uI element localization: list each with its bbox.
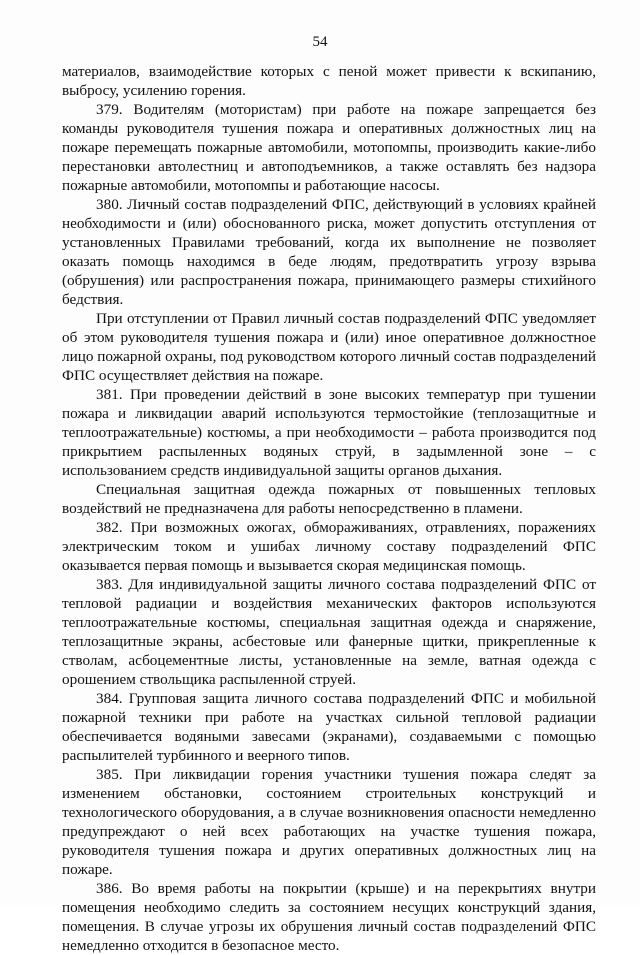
paragraph-381: 381. При проведении действий в зоне высоких температур при тушении пожара и ликвидации аварий используются термостойкие (теплозащитные и теплоотражательные) костюмы, а при необходимости – работа производится под прикрытием распыленных водяных струй, в задымленной зоне – с использованием средств индивидуальной защиты органов дыхания. <box>62 386 596 479</box>
paragraph-continuation: материалов, взаимодействие которых с пеной может привести к вскипанию, выбросу, усилению горения. <box>62 63 596 99</box>
paragraph-380: 380. Личный состав подразделений ФПС, действующий в условиях крайней необходимости и (или) обоснованного риска, может допустить отступления от установленных Правилами требований, когда их выполнение не позволяет оказать помощь находимся в беде людям, предотвратить угрозу взрыва (обрушения) или распространения пожара, принимающего размеры стихийного бедствия. <box>62 196 596 308</box>
paragraph-385: 385. При ликвидации горения участники тушения пожара следят за изменением обстановки, состоянием строительных конструкций и технологического оборудования, а в случае возникновения опасности немедленно предупреждают о ней всех работающих на участке тушения пожара, руководителя тушения пожара и других оперативных должностных лиц на пожаре. <box>62 766 596 878</box>
paragraph-379: 379. Водителям (мотористам) при работе на пожаре запрещается без команды руководителя тушения пожара и оперативных должностных лиц на пожаре перемещать пожарные автомобили, мотопомпы, производить какие-либо перестановки автолестниц и автоподъемников, а также оставлять без надзора пожарные автомобили, мотопомпы и работающие насосы. <box>62 101 596 194</box>
page-number: 54 <box>312 34 328 50</box>
paragraph-386: 386. Во время работы на покрытии (крыше) и на перекрытиях внутри помещения необходимо следить за состоянием несущих конструкций здания, помещения. В случае угрозы их обрушения личный состав подразделений ФПС немедленно отходится в безопасное место. <box>62 880 596 954</box>
paragraph-382: 382. При возможных ожогах, обмораживаниях, отравлениях, поражениях электрическим током и ушибах личному составу подразделений ФПС оказывается первая помощь и вызывается скорая медицинская помощь. <box>62 519 596 574</box>
document-body <box>62 62 596 955</box>
paragraph-383: 383. Для индивидуальной защиты личного состава подразделений ФПС от тепловой радиации и воздействия механических факторов используются теплоотражательные костюмы, специальная защитная одежда и снаряжение, теплозащитные экраны, асбестовые или фанерные щитки, прикрепленные к стволам, асбоцементные листы, установленные на земле, ватная одежда с орошением ствольщика распыленной струей. <box>62 576 596 688</box>
paragraph-381-clothing: Специальная защитная одежда пожарных от повышенных тепловых воздействий не предназначена для работы непосредственно в пламени. <box>62 481 596 517</box>
paragraph-384: 384. Групповая защита личного состава подразделений ФПС и мобильной пожарной техники при работе на участках сильной тепловой радиации обеспечивается водяными завесами (экранами), создаваемыми с помощью распылителей турбинного и веерного типов. <box>62 690 596 764</box>
paragraph-380-deviation: При отступлении от Правил личный состав подразделений ФПС уведомляет об этом руководителя тушения пожара и (или) иное оперативное должностное лицо пожарной охраны, под руководством которого личный состав подразделений ФПС осуществляет действия на пожаре. <box>62 310 596 384</box>
